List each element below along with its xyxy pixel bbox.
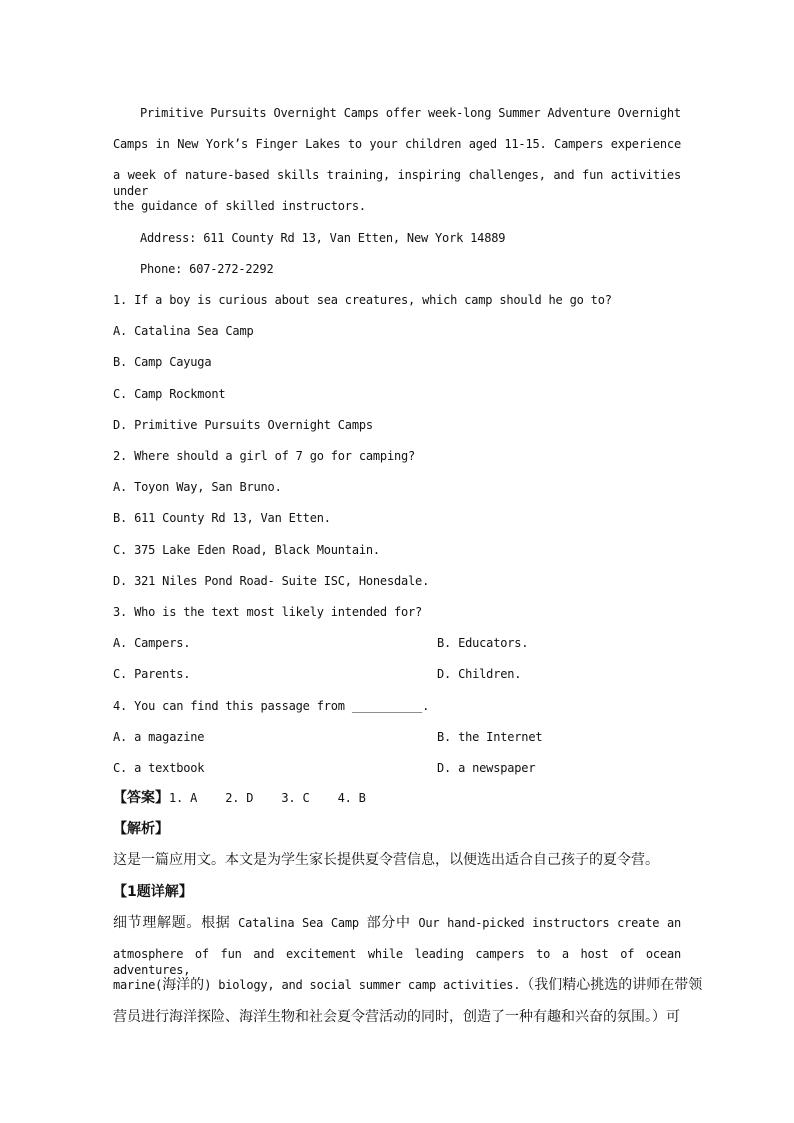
answer-value: 1. A 2. D 3. C 4. B: [169, 791, 366, 805]
detail-1-line-3-en2: ) biology, and social summer camp activities.: [204, 978, 521, 992]
answer-line: [113, 790, 366, 806]
detail-1-line-3-cn2: （我们精心挑选的讲师在带领: [520, 977, 703, 993]
question-4-option-d: D. a newspaper: [437, 761, 536, 775]
question-2-option-c: C. 375 Lake Eden Road, Black Mountain.: [113, 543, 380, 557]
detail-1-line-3-en: marine(: [113, 978, 163, 992]
detail-1-line-1-cn: 细节理解题。根据: [113, 915, 231, 931]
passage-line-4: the guidance of skilled instructors.: [113, 199, 366, 213]
detail-1-line-1-en: Catalina Sea Camp: [230, 916, 367, 930]
question-1-option-c: C. Camp Rockmont: [113, 387, 226, 401]
question-4-stem: 4. You can find this passage from __________.: [113, 699, 430, 713]
question-1-option-a: A. Catalina Sea Camp: [113, 324, 254, 338]
question-2-option-b: B. 611 County Rd 13, Van Etten.: [113, 511, 331, 525]
question-2-option-d: D. 321 Niles Pond Road- Suite ISC, Honesdale.: [113, 574, 430, 588]
analysis-label: 【解析】: [113, 821, 169, 837]
question-1-stem: 1. If a boy is curious about sea creatures, which camp should he go to?: [113, 293, 612, 307]
question-1-option-b: B. Camp Cayuga: [113, 355, 212, 369]
question-2-stem: 2. Where should a girl of 7 go for camping?: [113, 449, 416, 463]
question-3-option-c: C. Parents.: [113, 667, 191, 681]
analysis-text: 这是一篇应用文。本文是为学生家长提供夏令营信息，以便选出适合自己孩子的夏令营。: [113, 852, 659, 868]
question-4-option-b: B. the Internet: [437, 730, 543, 744]
passage-line-3: a week of nature-based skills training, inspiring challenges, and fun activities under: [113, 168, 681, 198]
detail-1-line-3: [113, 977, 702, 993]
detail-1-label: 【1题详解】: [113, 884, 193, 900]
question-3-option-d: D. Children.: [437, 667, 522, 681]
detail-1-line-1: [113, 915, 681, 931]
question-1-option-d: D. Primitive Pursuits Overnight Camps: [113, 418, 373, 432]
answer-label: 【答案】: [113, 790, 169, 806]
detail-1-line-2: atmosphere of fun and excitement while leading campers to a host of ocean adventures,: [113, 947, 681, 977]
passage-line-2: Camps in New York’s Finger Lakes to your children aged 11-15. Campers experience: [113, 137, 681, 151]
detail-1-line-4: 营员进行海洋探险、海洋生物和社会夏令营活动的同时，创造了一种有趣和兴奋的氛围。）可: [113, 1009, 680, 1025]
phone-line: Phone: 607-272-2292: [140, 262, 274, 276]
question-3-option-a: A. Campers.: [113, 636, 191, 650]
question-3-option-b: B. Educators.: [437, 636, 529, 650]
detail-1-line-1-cn2: 部分中: [366, 915, 411, 931]
question-3-stem: 3. Who is the text most likely intended for?: [113, 605, 423, 619]
passage-line-1: Primitive Pursuits Overnight Camps offer week-long Summer Adventure Overnight: [140, 106, 681, 120]
detail-1-line-1-en2: Our hand-picked instructors create an: [410, 916, 682, 930]
question-2-option-a: A. Toyon Way, San Bruno.: [113, 480, 282, 494]
question-4-option-c: C. a textbook: [113, 761, 205, 775]
detail-1-line-3-cn: 海洋的: [162, 977, 205, 993]
question-4-option-a: A. a magazine: [113, 730, 205, 744]
address-line: Address: 611 County Rd 13, Van Etten, New York 14889: [140, 231, 506, 245]
